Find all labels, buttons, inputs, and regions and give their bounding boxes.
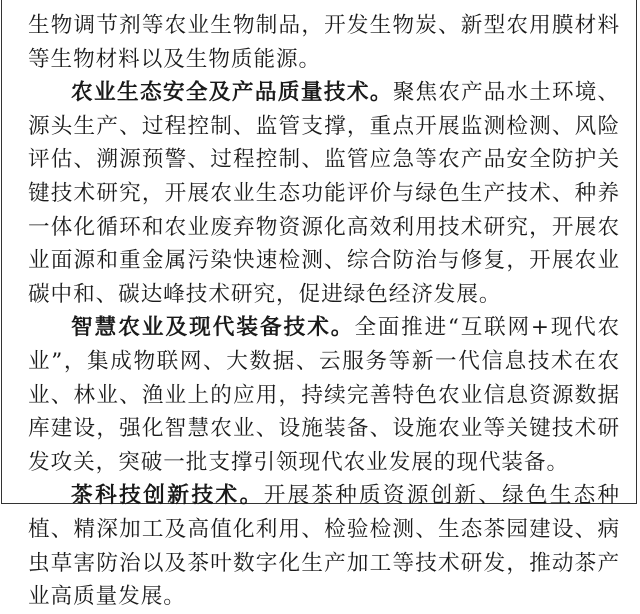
paragraph-smart-agriculture (28, 311, 620, 479)
paragraph-text: 聚焦农产品水土环境、源头生产、过程控制、监管支撑，重点开展监测检测、风险评估、溯源预警、过程控制、监管应急等农产品安全防护关键技术研究，开展农业生态功能评价与绿色生产技术、种养一体化循环和农业废弃物资源化高效利用技术研究，开展农业面源和重金属污染快速检测、综合防治与修复，开展农业碳中和、碳达峰技术研究，促进绿色经济发展。 (28, 80, 620, 307)
paragraph-text: 全面推进“互联网+现代农业”，集成物联网、大数据、云服务等新一代信息技术在农业、林业、渔业上的应用，持续完善特色农业信息资源数据库建设，强化智慧农业、设施装备、设施农业等关键技术研发攻关，突破一批支撑引领现代农业发展的现代装备。 (28, 315, 620, 475)
paragraph-bio-materials (28, 9, 620, 76)
section-heading: 农业生态安全及产品质量技术。 (71, 80, 393, 106)
paragraph-ecological-safety (28, 76, 620, 311)
document-body (28, 9, 620, 614)
paragraph-text: 开展茶种质资源创新、绿色生态种植、精深加工及高值化利用、检验检测、生态茶园建设、病虫草害防治以及茶叶数字化生产加工等技术研发，推动茶产业高质量发展。 (28, 483, 620, 610)
section-heading: 茶科技创新技术。 (71, 483, 264, 509)
section-heading: 智慧农业及现代装备技术。 (71, 315, 355, 341)
paragraph-text: 生物调节剂等农业生物制品，开发生物炭、新型农用膜材料等生物材料以及生物质能源。 (28, 13, 620, 72)
paragraph-tea-innovation (28, 479, 620, 613)
